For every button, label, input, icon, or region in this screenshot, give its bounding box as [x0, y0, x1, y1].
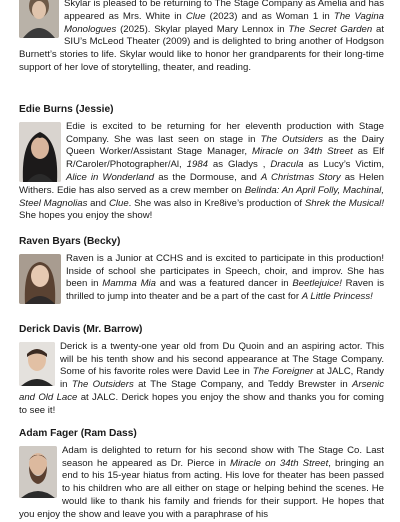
actor-name-edie: Edie Burns (Jessie)	[19, 104, 114, 115]
bio-text-edie	[19, 121, 384, 223]
title-italic-text: Miracle on 34th Street	[252, 146, 353, 158]
bio-text-run: . She was also in Kre8ive’s production of	[128, 197, 305, 209]
bio-derick	[19, 324, 384, 418]
headshot-photo-skylar	[19, 0, 59, 38]
actor-name-raven: Raven Byars (Becky)	[19, 236, 121, 247]
bio-text-run: as Helen Withers. Edie has also served as a crew member on	[19, 171, 384, 196]
bio-text-run: Skylar is pleased to be returning to The Stage Company as Amelia and has appeared as Mrs. White in	[64, 0, 384, 22]
bio-text-raven	[19, 253, 384, 304]
headshot-photo-adam	[19, 446, 57, 498]
title-italic-text: Clue	[108, 197, 129, 209]
title-italic-text: Shrek the Musical!	[304, 197, 384, 209]
bio-skylar	[19, 0, 384, 75]
actor-name-adam: Adam Fager (Ram Dass)	[19, 428, 137, 439]
title-italic-text: The Foreigner	[252, 366, 314, 378]
bio-text-run: at SIU’s McLeod Theater (2009) and is delighted to bring another of Hodgson Burnett’s stories to life. Skylar would like to honor her grandparents for their long-time support of her love of storytelling, theater, and reading.	[19, 23, 385, 73]
bio-text-run: She hopes you enjoy the show!	[19, 210, 153, 222]
title-italic-text: The Secret Garden	[288, 23, 373, 35]
bio-text-run: (2025). Skylar played Mary Lennox in	[116, 23, 289, 35]
bio-text-run: Adam is delighted to return for his second show with The Stage Co. Last season he appeared as Dr. Pierce in	[62, 444, 384, 469]
bio-edie	[19, 104, 384, 223]
title-italic-text: The Vagina Monologues	[64, 10, 384, 35]
bio-text-run: at The Stage Company, and Teddy Brewster in	[133, 379, 352, 391]
headshot-photo-raven	[19, 254, 61, 304]
title-italic-text: A Christmas Story	[260, 171, 341, 183]
bio-text-run: at JALC, Randy in	[60, 366, 384, 391]
bio-text-run: Raven is a Junior at CCHS and is excited to participate in this production! Inside of school she participates in Speech, choir, and improv. She has been in	[66, 252, 384, 290]
bio-text-run: (2023) and as Woman 1 in	[205, 10, 334, 22]
bio-text-run: and was a featured dancer in	[156, 278, 293, 290]
title-italic-text: Miracle on 34th Street	[230, 457, 329, 469]
actor-name-derick: Derick Davis (Mr. Barrow)	[19, 324, 143, 335]
bio-text-run: as Elf R/Caroler/Photographer/Al,	[66, 146, 384, 171]
title-italic-text: Clue	[185, 10, 206, 22]
headshot-photo-edie	[19, 122, 61, 182]
bio-text-run: as the Dormouse, and	[154, 171, 261, 183]
title-italic-text: Mamma Mia	[102, 278, 157, 290]
title-italic-text: The Outsiders	[71, 379, 134, 391]
bio-text-run: , bringing an end to his 15-year hiatus from acting. His love for theater has been passed to his children who are all either on stage or helping behind the scenes. He would like to thank his family and friends for their support. He hopes that you enjoy the show and leave you with a paraphrase of his	[19, 457, 384, 520]
bio-raven	[19, 236, 384, 306]
title-italic-text: The Outsiders	[260, 133, 324, 145]
bio-text-run: at JALC. Derick hopes you enjoy the show and thanks you for coming to see it!	[19, 391, 384, 416]
title-italic-text: Belinda: An April Folly, Machinal, Steel Magnolias	[19, 184, 384, 209]
title-italic-text: Arsenic and Old Lace	[19, 379, 384, 403]
bio-text-derick	[19, 341, 384, 418]
bio-text-run: as Gladys ,	[208, 159, 271, 171]
bio-text-run: as Lucy’s Victim,	[303, 159, 384, 171]
bio-text-run: Derick is a twenty-one year old from Du Quoin and an aspiring actor. This will be his tenth show and his second appearance at The Stage Company. Some of his favorite roles were David Lee in	[60, 340, 384, 378]
bio-text-run: Edie is excited to be returning for her eleventh production with Stage Company. She was last seen on stage in	[66, 120, 384, 145]
bio-text-adam	[19, 445, 384, 522]
bio-text-run: Raven is thrilled to jump into theater and be a part of the cast for	[66, 278, 384, 303]
title-italic-text: Alice in Wonderland	[66, 171, 155, 183]
title-italic-text: Dracula	[270, 159, 304, 171]
title-italic-text: 1984	[186, 159, 208, 171]
bio-text-run: as the Dairy Queen Worker/Assistant Stage Manager,	[66, 133, 384, 158]
bio-adam	[19, 428, 384, 522]
bio-text-skylar	[19, 0, 384, 75]
bio-text-run: and	[87, 197, 109, 209]
title-italic-text: A Little Princess!	[301, 291, 373, 303]
headshot-photo-derick	[19, 342, 55, 386]
title-italic-text: Beetlejuice!	[292, 278, 342, 290]
